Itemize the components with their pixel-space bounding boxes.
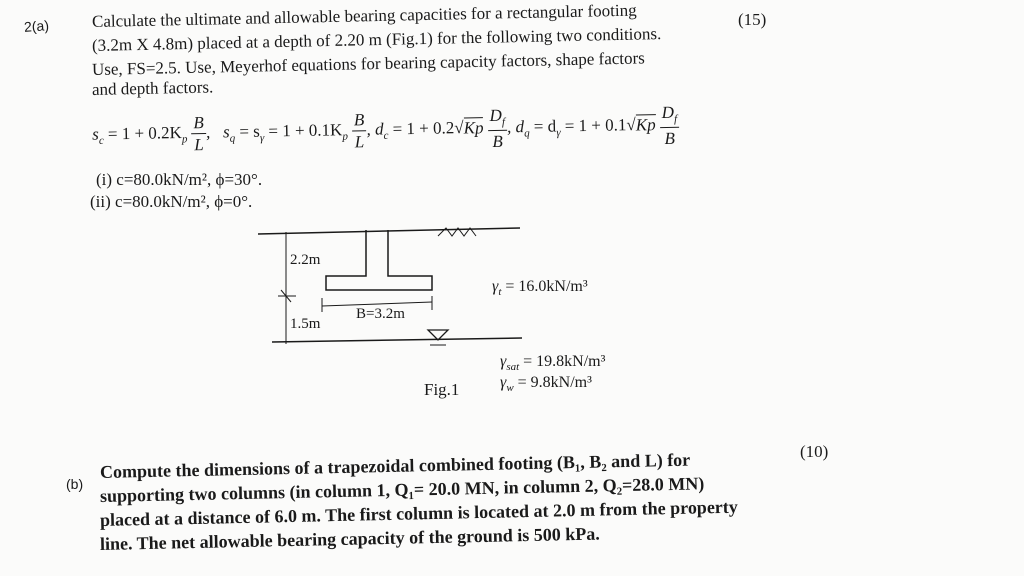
question-b-label: (b) xyxy=(66,476,84,492)
frac-l-1: L xyxy=(194,135,204,155)
sg-expression: = 1 + 0.1K xyxy=(268,120,343,141)
question-a-line-1: Calculate the ultimate and allowable bearing capacities for a rectangular footing xyxy=(91,0,637,31)
gamma-w-label: $\gamma_w = 9.8kN/m^3$ xyxy=(500,374,592,395)
factor-formulas: $s_c = 1 + 0.2K_p$ $\frac{B}{L}$ , $s_q = s_\gamma = 1 + 0.1K_p$ $\frac{B}{L}$ , $d_c = 1 + 0.2√Kp$ $\frac{D_f}{B}$ , $d_q = d_\gamma = 1 + 0.1√Kp$ $\frac{D_f}{B}$ xyxy=(91,84,782,156)
sqrt-kp-2: Kp xyxy=(635,114,656,135)
figure-caption: Fig.1 xyxy=(424,380,460,399)
question-a-line-4: and depth factors. xyxy=(91,77,214,99)
sc-expression: = 1 + 0.2K xyxy=(107,123,183,144)
question-a-line-2: (3.2m X 4.8m) placed at a depth of 2.20 m (Fig.1) for the following two conditions. xyxy=(91,24,662,55)
below-footing-label: 1.5m xyxy=(290,316,321,332)
ground-surface-line xyxy=(258,228,520,234)
question-b-line-4: line. The net allowable bearing capacity of the ground is 500 kPa. xyxy=(99,523,600,554)
dc-symbol: d xyxy=(374,119,384,139)
dg-expression: = 1 + 0.1 xyxy=(564,115,627,136)
dq-symbol: d xyxy=(515,117,525,137)
width-label: B=3.2m xyxy=(356,306,405,322)
sq-symbol: s xyxy=(222,122,230,142)
dc-expression: = 1 + 0.2 xyxy=(392,118,455,139)
dq-equals: = d xyxy=(533,116,557,136)
gamma-sat-label: $\gamma_{sat} = 19.8kN/m^3$ xyxy=(500,353,606,374)
gamma-t-label: $\gamma_t = 16.0kN/m^3$ xyxy=(492,278,588,299)
condition-1: (i) c=80.0kN/m², ϕ=30°. xyxy=(96,170,263,189)
footing-column xyxy=(326,230,432,290)
sc-symbol: s xyxy=(91,124,99,144)
condition-2: (ii) c=80.0kN/m², ϕ=0°. xyxy=(90,192,253,211)
water-table-line xyxy=(272,338,522,342)
frac-l-2: L xyxy=(354,132,365,152)
question-b-line-1: Compute the dimensions of a trapezoidal combined footing (B₁, B₂ and L) for xyxy=(99,449,691,482)
sq-equals: = s xyxy=(239,121,260,142)
depth-label: 2.2m xyxy=(290,252,321,268)
frac-b-3: B xyxy=(492,132,504,152)
frac-df-2: D xyxy=(661,102,675,123)
sqrt-kp-1: Kp xyxy=(463,117,484,138)
frac-b-4: B xyxy=(664,129,676,149)
question-b-marks: (10) xyxy=(800,442,829,461)
question-b-line-2: supporting two columns (in column 1, Q₁= 20.0 MN, in column 2, Q₂=28.0 MN) xyxy=(99,473,705,506)
question-a-line-3: Use, FS=2.5. Use, Meyerhof equations for bearing capacity factors, shape factors xyxy=(91,48,646,79)
question-a-marks: (15) xyxy=(738,10,767,29)
question-b-line-3: placed at a distance of 6.0 m. The first column is located at 2.0 m from the property xyxy=(99,496,738,530)
frac-b-1: B xyxy=(191,114,206,134)
frac-df-1: D xyxy=(489,105,502,126)
frac-b-2: B xyxy=(352,111,367,131)
question-number: 2(a) xyxy=(23,17,50,35)
